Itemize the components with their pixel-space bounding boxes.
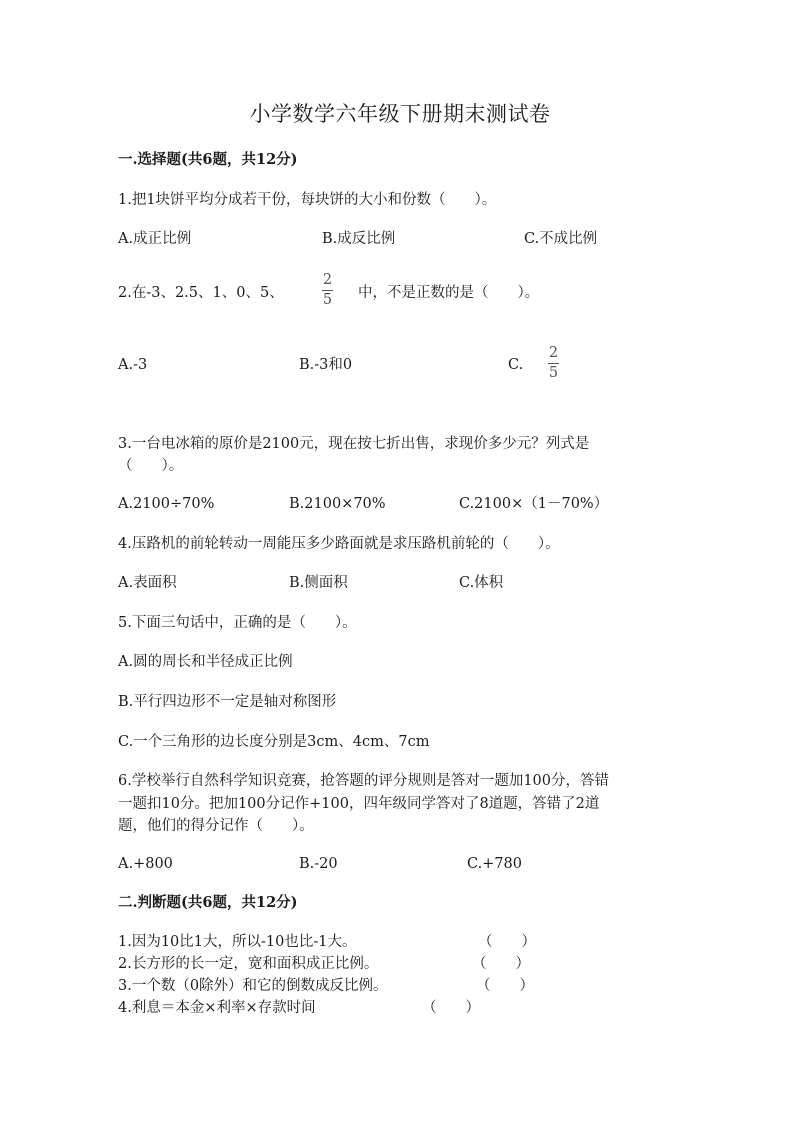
- fraction-numerator: 2: [322, 272, 333, 288]
- question-5-stem: 5.下面三句话中，正确的是（ ）。: [118, 615, 357, 631]
- question-3-option-b: B.2100×70%: [289, 496, 386, 512]
- question-4-option-b: B.侧面积: [289, 575, 348, 591]
- question-6-stem-line3: 题，他们的得分记作（ ）。: [118, 818, 314, 834]
- question-2-stem-post: 中，不是正数的是（ ）。: [358, 285, 540, 301]
- judgement-3-text: 3.一个数（0除外）和它的倒数成反比例。: [118, 978, 388, 994]
- question-5-option-c: C.一个三角形的边长度分别是3cm、4cm、7cm: [118, 734, 430, 750]
- question-1-option-c: C.不成比例: [524, 231, 598, 247]
- section-heading-judgement: 二.判断题(共6题，共12分): [118, 894, 298, 911]
- question-3-stem-line2: （ ）。: [118, 458, 184, 474]
- question-2-fraction: [322, 273, 333, 308]
- question-5-option-a: A.圆的周长和半径成正比例: [118, 654, 293, 670]
- question-6-option-b: B.-20: [299, 856, 338, 872]
- question-2-option-a: A.-3: [118, 357, 148, 373]
- question-3-stem-line1: 3.一台电冰箱的原价是2100元，现在按七折出售，求现价多少元？列式是: [118, 436, 590, 452]
- question-1-option-b: B.成反比例: [322, 231, 396, 247]
- judgement-2-answer-paren: （ ）: [472, 956, 530, 972]
- judgement-2-text: 2.长方形的长一定，宽和面积成正比例。: [118, 956, 379, 972]
- question-2-option-b: B.-3和0: [299, 357, 353, 373]
- question-4-option-a: A.表面积: [118, 575, 177, 591]
- question-6-option-c: C.+780: [467, 856, 523, 872]
- fraction-bar: [548, 363, 559, 364]
- section-heading-choice: 一.选择题(共6题，共12分): [118, 151, 298, 168]
- question-6-option-a: A.+800: [118, 856, 173, 872]
- question-6-stem-line1: 6.学校举行自然科学知识竞赛，抢答题的评分规则是答对一题加100分，答错: [118, 773, 610, 789]
- fraction-bar: [322, 290, 333, 291]
- question-2-option-c: C.: [508, 357, 524, 373]
- judgement-4-text: 4.利息＝本金×利率×存款时间: [118, 1000, 316, 1016]
- fraction-denominator: 5: [548, 365, 559, 381]
- question-4-option-c: C.体积: [459, 575, 504, 591]
- question-1-option-a: A.成正比例: [118, 231, 192, 247]
- question-6-stem-line2: 一题扣10分。把加100分记作+100，四年级同学答对了8道题，答错了2道: [118, 796, 600, 812]
- judgement-1-text: 1.因为10比1大，所以-10也比-1大。: [118, 934, 357, 950]
- fraction-denominator: 5: [322, 292, 333, 308]
- judgement-3-answer-paren: （ ）: [476, 978, 534, 994]
- question-4-stem: 4.压路机的前轮转动一周能压多少路面就是求压路机前轮的（ ）。: [118, 536, 560, 552]
- question-5-option-b: B.平行四边形不一定是轴对称图形: [118, 694, 337, 710]
- page-title: 小学数学六年级下册期末测试卷: [249, 102, 551, 126]
- question-3-option-c: C.2100×（1－70%）: [459, 496, 609, 512]
- question-1-stem: 1.把1块饼平均分成若干份，每块饼的大小和份数（ ）。: [118, 192, 497, 208]
- question-2-option-c-fraction: [548, 346, 559, 381]
- judgement-4-answer-paren: （ ）: [422, 1000, 480, 1016]
- fraction-numerator: 2: [548, 345, 559, 361]
- judgement-1-answer-paren: （ ）: [478, 934, 536, 950]
- question-3-option-a: A.2100÷70%: [118, 496, 215, 512]
- question-2-stem-pre: 2.在-3、2.5、1、0、5、: [118, 285, 284, 301]
